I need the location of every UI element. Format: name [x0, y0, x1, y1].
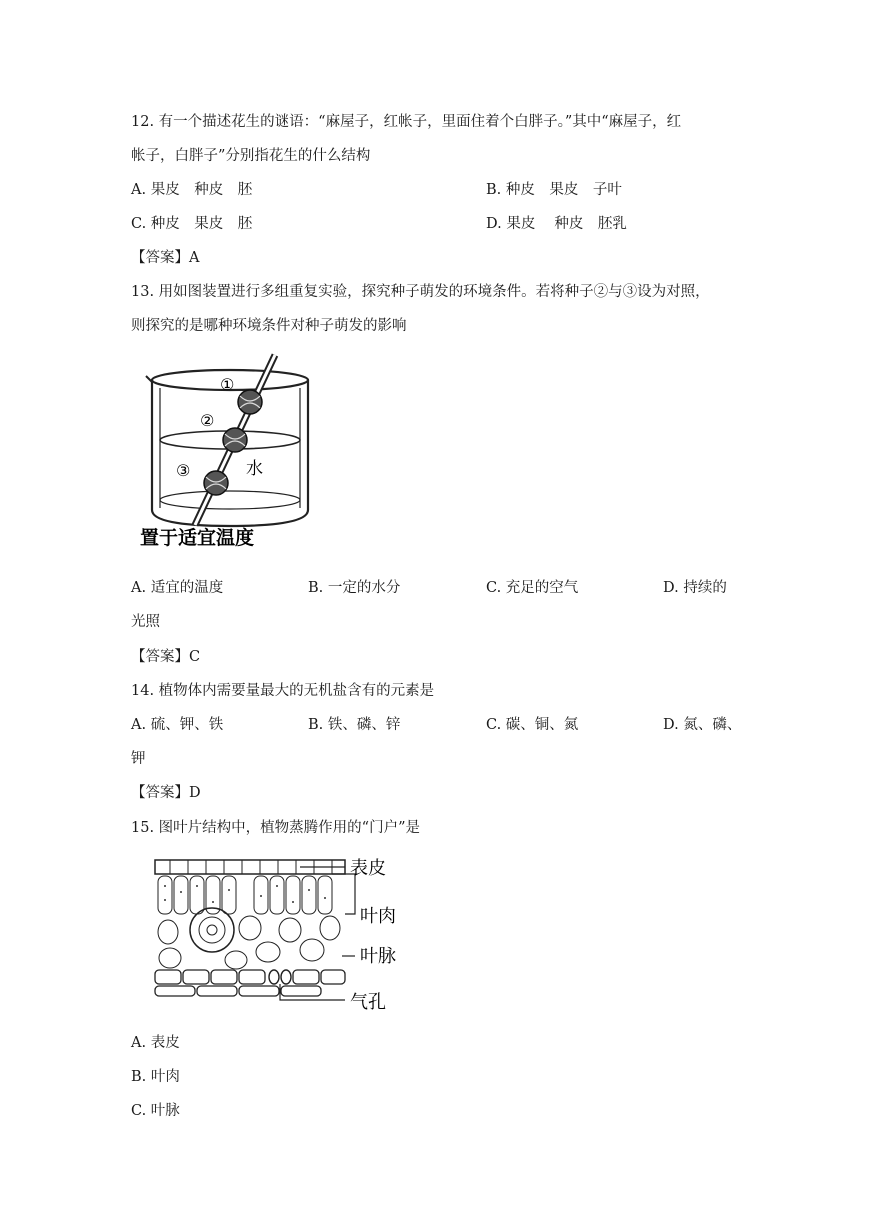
q15-option-a: A. 表皮	[131, 1035, 180, 1051]
q13-option-d: D. 持续的	[663, 580, 727, 596]
q14-answer: 【答案】D	[131, 785, 201, 801]
q14-option-d-continued: 钾	[131, 751, 146, 767]
stoma-icon	[269, 970, 291, 984]
q13-stem-line1: 13. 用如图装置进行多组重复实验，探究种子萌发的环境条件。若将种子②与③设为对照，	[131, 284, 710, 300]
q15-option-b: B. 叶肉	[131, 1069, 180, 1085]
q12-stem-line2: 帐子，白胖子”分别指花生的什么结构	[131, 148, 371, 164]
seed-2-icon	[223, 428, 247, 452]
q12-stem-line1: 12. 有一个描述花生的谜语：“麻屋子，红帐子，里面住着个白胖子。”其中“麻屋子，红	[131, 114, 682, 130]
q13-option-b: B. 一定的水分	[308, 580, 401, 596]
q12-answer: 【答案】A	[131, 250, 200, 266]
q12-option-d: D. 果皮 种皮 胚乳	[486, 216, 627, 232]
label-vein: 叶脉	[360, 946, 396, 967]
seed-3-icon	[204, 471, 228, 495]
q13-option-c: C. 充足的空气	[486, 580, 579, 596]
q14-option-d: D. 氮、磷、	[663, 717, 742, 733]
q13-answer: 【答案】C	[131, 649, 201, 665]
water-label: 水	[246, 459, 263, 479]
label-mesophyll: 叶肉	[360, 906, 396, 927]
q12-option-c: C. 种皮 果皮 胚	[131, 216, 253, 232]
q13-option-a: A. 适宜的温度	[131, 580, 224, 596]
seed-label-2: ②	[200, 411, 215, 430]
label-epidermis: 表皮	[350, 858, 386, 879]
seed-1-icon	[238, 390, 262, 414]
seed-germination-beaker-figure	[140, 350, 320, 550]
figure-caption: 置于适宜温度	[140, 527, 255, 549]
q13-stem-line2: 则探究的是哪种环境条件对种子萌发的影响	[131, 318, 407, 334]
label-stoma: 气孔	[350, 992, 386, 1013]
seed-label-1: ①	[220, 375, 235, 394]
q14-option-b: B. 铁、磷、锌	[308, 717, 401, 733]
seed-label-3: ③	[176, 461, 191, 480]
q15-stem: 15. 图叶片结构中，植物蒸腾作用的“门户”是	[131, 820, 420, 836]
q12-option-a: A. 果皮 种皮 胚	[131, 182, 253, 198]
q13-option-d-continued: 光照	[131, 614, 160, 630]
q14-option-c: C. 碳、铜、氮	[486, 717, 579, 733]
q14-stem: 14. 植物体内需要量最大的无机盐含有的元素是	[131, 683, 435, 699]
q12-option-b: B. 种皮 果皮 子叶	[486, 182, 622, 198]
q14-option-a: A. 硫、钾、铁	[131, 717, 224, 733]
leaf-cross-section-figure	[150, 852, 420, 1022]
q15-option-c: C. 叶脉	[131, 1103, 180, 1119]
